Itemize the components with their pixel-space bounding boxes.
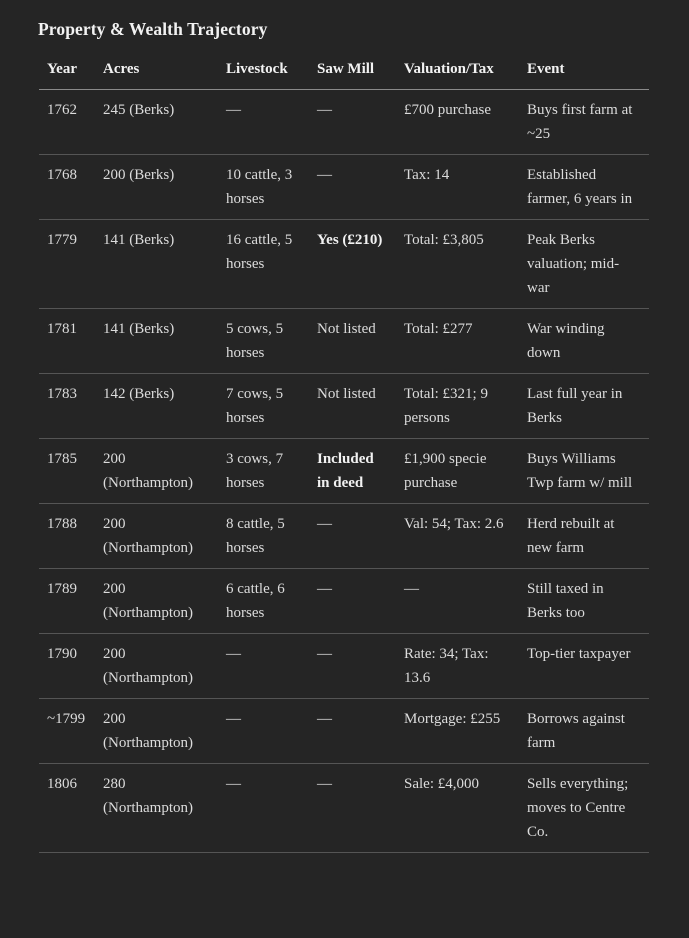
table-row <box>39 439 649 504</box>
cell-valuation: Rate: 34; Tax: 13.6 <box>396 634 519 699</box>
table-row <box>39 569 649 634</box>
cell-saw-mill: — <box>309 90 396 155</box>
cell-event: Herd rebuilt at new farm <box>519 504 649 569</box>
cell-acres: 245 (Berks) <box>95 90 218 155</box>
cell-event: Borrows against farm <box>519 699 649 764</box>
table-row <box>39 220 649 309</box>
cell-saw-mill: — <box>309 699 396 764</box>
cell-valuation: — <box>396 569 519 634</box>
header-year: Year <box>39 50 95 90</box>
cell-valuation: £700 purchase <box>396 90 519 155</box>
cell-valuation: Val: 54; Tax: 2.6 <box>396 504 519 569</box>
cell-livestock: — <box>218 699 309 764</box>
table-header <box>39 50 649 90</box>
cell-event: Buys first farm at ~25 <box>519 90 649 155</box>
cell-year: 1762 <box>39 90 95 155</box>
cell-acres: 141 (Berks) <box>95 220 218 309</box>
cell-valuation: Total: £277 <box>396 309 519 374</box>
cell-livestock: 10 cattle, 3 horses <box>218 155 309 220</box>
cell-valuation: Total: £3,805 <box>396 220 519 309</box>
cell-event: War winding down <box>519 309 649 374</box>
table-body <box>39 90 649 853</box>
cell-valuation: £1,900 specie purchase <box>396 439 519 504</box>
table-row <box>39 309 649 374</box>
cell-event: Established farmer, 6 years in <box>519 155 649 220</box>
header-acres: Acres <box>95 50 218 90</box>
cell-saw-mill: Yes (£210) <box>309 220 396 309</box>
cell-livestock: — <box>218 764 309 853</box>
cell-year: 1768 <box>39 155 95 220</box>
cell-saw-mill: Not listed <box>309 309 396 374</box>
cell-livestock: 5 cows, 5 horses <box>218 309 309 374</box>
table-row <box>39 374 649 439</box>
cell-livestock: 6 cattle, 6 horses <box>218 569 309 634</box>
cell-saw-mill: — <box>309 504 396 569</box>
table-row <box>39 764 649 853</box>
table-row <box>39 634 649 699</box>
cell-year: 1783 <box>39 374 95 439</box>
cell-year: 1789 <box>39 569 95 634</box>
cell-year: 1806 <box>39 764 95 853</box>
header-saw-mill: Saw Mill <box>309 50 396 90</box>
cell-acres: 200 (Berks) <box>95 155 218 220</box>
cell-acres: 200 (Northampton) <box>95 699 218 764</box>
header-event: Event <box>519 50 649 90</box>
cell-year: 1785 <box>39 439 95 504</box>
cell-year: 1790 <box>39 634 95 699</box>
cell-event: Top-tier taxpayer <box>519 634 649 699</box>
cell-livestock: 3 cows, 7 horses <box>218 439 309 504</box>
table-row <box>39 155 649 220</box>
property-table <box>39 50 649 853</box>
cell-livestock: 8 cattle, 5 horses <box>218 504 309 569</box>
cell-acres: 280 (Northampton) <box>95 764 218 853</box>
cell-saw-mill: Not listed <box>309 374 396 439</box>
cell-year: ~1799 <box>39 699 95 764</box>
cell-year: 1781 <box>39 309 95 374</box>
cell-acres: 200 (Northampton) <box>95 504 218 569</box>
cell-valuation: Tax: 14 <box>396 155 519 220</box>
cell-acres: 200 (Northampton) <box>95 634 218 699</box>
cell-saw-mill: Included in deed <box>309 439 396 504</box>
cell-event: Buys Williams Twp farm w/ mill <box>519 439 649 504</box>
table-row <box>39 504 649 569</box>
cell-year: 1779 <box>39 220 95 309</box>
cell-acres: 200 (Northampton) <box>95 569 218 634</box>
table-row <box>39 699 649 764</box>
table-row <box>39 90 649 155</box>
header-livestock: Livestock <box>218 50 309 90</box>
cell-acres: 142 (Berks) <box>95 374 218 439</box>
cell-acres: 200 (Northampton) <box>95 439 218 504</box>
header-valuation: Valuation/Tax <box>396 50 519 90</box>
cell-event: Sells everything; moves to Centre Co. <box>519 764 649 853</box>
cell-valuation: Sale: £4,000 <box>396 764 519 853</box>
cell-saw-mill: — <box>309 764 396 853</box>
cell-event: Still taxed in Berks too <box>519 569 649 634</box>
cell-livestock: 16 cattle, 5 horses <box>218 220 309 309</box>
cell-livestock: — <box>218 634 309 699</box>
cell-livestock: — <box>218 90 309 155</box>
cell-valuation: Mortgage: £255 <box>396 699 519 764</box>
cell-saw-mill: — <box>309 634 396 699</box>
cell-acres: 141 (Berks) <box>95 309 218 374</box>
cell-livestock: 7 cows, 5 horses <box>218 374 309 439</box>
cell-event: Peak Berks valuation; mid-war <box>519 220 649 309</box>
cell-valuation: Total: £321; 9 persons <box>396 374 519 439</box>
cell-saw-mill: — <box>309 155 396 220</box>
page-title: Property & Wealth Trajectory <box>38 19 268 39</box>
cell-event: Last full year in Berks <box>519 374 649 439</box>
cell-year: 1788 <box>39 504 95 569</box>
header-row <box>39 50 649 90</box>
cell-saw-mill: — <box>309 569 396 634</box>
